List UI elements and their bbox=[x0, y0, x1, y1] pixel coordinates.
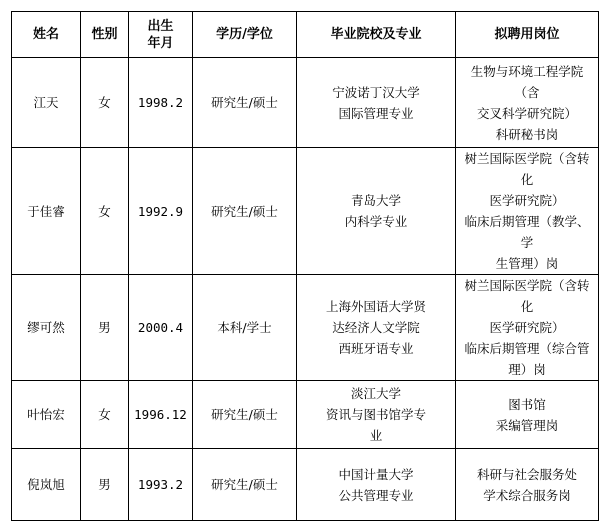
cell-school bbox=[297, 381, 456, 449]
cell-degree: 本科/学士 bbox=[193, 275, 297, 381]
candidate-table bbox=[11, 11, 599, 521]
cell-school-line: 青岛大学 bbox=[350, 193, 401, 208]
cell-birth: 1998.2 bbox=[129, 58, 193, 148]
cell-school-line: 内科学专业 bbox=[344, 214, 408, 229]
cell-post bbox=[456, 58, 599, 148]
cell-gender: 女 bbox=[81, 148, 129, 275]
table-body bbox=[12, 58, 599, 521]
cell-school bbox=[297, 275, 456, 381]
cell-post-line: 生物与环境工程学院（含 bbox=[470, 63, 584, 100]
header-birth-line2: 年月 bbox=[147, 35, 174, 51]
cell-school-line: 宁波诺丁汉大学 bbox=[332, 84, 420, 100]
cell-school-line: 达经济人文学院 bbox=[332, 320, 420, 335]
cell-degree: 研究生/硕士 bbox=[193, 58, 297, 148]
header-school: 毕业院校及专业 bbox=[297, 12, 456, 58]
cell-name: 缪可然 bbox=[12, 275, 81, 381]
cell-post-line: 科研与社会服务处 bbox=[476, 466, 577, 482]
cell-school-line: 业 bbox=[369, 428, 383, 443]
header-row bbox=[12, 12, 599, 58]
cell-name: 于佳睿 bbox=[12, 148, 81, 275]
header-birth-line1: 出生 bbox=[147, 18, 174, 34]
cell-post-line: 采编管理岗 bbox=[495, 417, 559, 433]
cell-gender: 男 bbox=[81, 449, 129, 521]
cell-gender: 男 bbox=[81, 275, 129, 381]
cell-name: 倪岚旭 bbox=[12, 449, 81, 521]
cell-post bbox=[456, 381, 599, 449]
cell-degree: 研究生/硕士 bbox=[193, 148, 297, 275]
cell-school-line: 国际管理专业 bbox=[338, 105, 414, 121]
header-post: 拟聘用岗位 bbox=[456, 12, 599, 58]
cell-degree: 研究生/硕士 bbox=[193, 449, 297, 521]
cell-school-line: 上海外国语大学贤 bbox=[325, 299, 426, 314]
cell-post-line: 图书馆 bbox=[508, 396, 546, 412]
cell-school-line: 资讯与图书馆学专 bbox=[325, 407, 426, 422]
cell-school bbox=[297, 449, 456, 521]
header-name: 姓名 bbox=[12, 12, 81, 58]
cell-birth: 2000.4 bbox=[129, 275, 193, 381]
cell-school-line: 公共管理专业 bbox=[338, 487, 414, 503]
cell-post bbox=[456, 148, 599, 275]
cell-post bbox=[456, 275, 599, 381]
cell-gender: 女 bbox=[81, 381, 129, 449]
table-row bbox=[12, 381, 599, 449]
table-row bbox=[12, 449, 599, 521]
cell-school bbox=[297, 148, 456, 275]
table-row bbox=[12, 275, 599, 381]
cell-school bbox=[297, 58, 456, 148]
cell-gender: 女 bbox=[81, 58, 129, 148]
cell-school-line: 西班牙语专业 bbox=[338, 341, 414, 356]
cell-post-line: 科研秘书岗 bbox=[495, 126, 559, 142]
cell-post bbox=[456, 449, 599, 521]
cell-post-line: 交叉科学研究院） bbox=[476, 105, 577, 121]
cell-post-line: 学术综合服务岗 bbox=[483, 487, 571, 503]
cell-birth: 1996.12 bbox=[129, 381, 193, 449]
cell-post-line: 理）岗 bbox=[508, 362, 546, 377]
cell-name: 叶怡宏 bbox=[12, 381, 81, 449]
cell-birth: 1993.2 bbox=[129, 449, 193, 521]
cell-degree: 研究生/硕士 bbox=[193, 381, 297, 449]
cell-post-line: 医学研究院） bbox=[489, 193, 565, 208]
header-degree: 学历/学位 bbox=[193, 12, 297, 58]
cell-name: 江天 bbox=[12, 58, 81, 148]
cell-birth: 1992.9 bbox=[129, 148, 193, 275]
cell-post-line: 临床后期管理（综合管 bbox=[464, 341, 590, 356]
cell-school-line: 淡江大学 bbox=[350, 386, 401, 401]
cell-post-line: 树兰国际医学院（含转化 bbox=[464, 151, 590, 187]
header-birth bbox=[129, 12, 193, 58]
cell-post-line: 生管理）岗 bbox=[495, 256, 559, 271]
cell-post-line: 树兰国际医学院（含转化 bbox=[464, 278, 590, 314]
cell-post-line: 医学研究院） bbox=[489, 320, 565, 335]
cell-school-line: 中国计量大学 bbox=[338, 466, 414, 482]
table-row bbox=[12, 148, 599, 275]
cell-post-line: 临床后期管理（教学、学 bbox=[464, 214, 590, 250]
header-gender: 性别 bbox=[81, 12, 129, 58]
table-row bbox=[12, 58, 599, 148]
